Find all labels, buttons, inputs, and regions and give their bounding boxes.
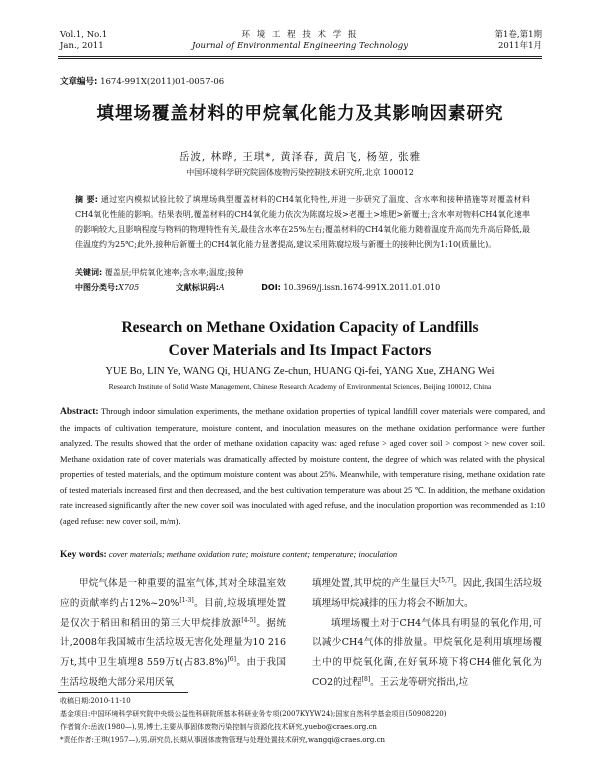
- chinese-keywords-label: 关键词:: [75, 268, 103, 277]
- english-authors: YUE Bo, LIN Ye, WANG Qi, HUANG Ze-chun, HUANG Qi-fei, YANG Xue, ZHANG Wei: [105, 366, 495, 377]
- body-paragraph: 甲烷气体是一种重要的温室气体,其对全球温室效应的贡献率约占12%~20%[1-3]。目前,垃圾填埋处置是仅次于稻田和稻田的第三大甲烷排放源[4-5]。据统计,2008年我国城市生活垃圾无害化处理量为10 216万t,其中卫生填埋8 559万t(占83.8%)[6]。由于我国生活垃圾绝大部分采用厌氧: [60, 578, 286, 688]
- footnote-rule: [58, 692, 188, 693]
- footnote-author: 作者简介:岳波(1980—),男,博士,主要从事固体废物污染控制与资源化技术研究,yuebo@craes.org.cn: [60, 723, 377, 731]
- english-abstract: [60, 404, 545, 529]
- english-title: [0, 316, 600, 362]
- english-title-line-2: Cover Materials and Its Impact Factors: [168, 342, 432, 359]
- header-date-en: Jan., 2011: [60, 41, 104, 51]
- chinese-title: 填埋场覆盖材料的甲烷氧化能力及其影响因素研究: [96, 104, 504, 124]
- body-column-left: [60, 574, 286, 693]
- header-journal-en: Journal of Environmental Engineering Technology: [191, 41, 409, 51]
- footnote-corresponding: *责任作者:王琪(1957—),男,研究员,长期从事固体废物管理与处理处置技术研究,wangqi@craes.org.cn: [60, 736, 386, 744]
- english-title-line-1: Research on Methane Oxidation Capacity of Landfills: [121, 319, 479, 336]
- header-rule-thin: [58, 58, 542, 59]
- chinese-keywords-text: 覆盖层;甲烷氧化速率;含水率;温度;接种: [104, 268, 244, 277]
- chinese-affiliation: 中国环境科学研究院固体废物污染控制技术研究所,北京 100012: [186, 168, 414, 177]
- article-number: [60, 75, 224, 87]
- footnotes: [60, 695, 550, 747]
- article-number-label: 文章编号:: [60, 77, 98, 87]
- classification-line: [75, 282, 545, 293]
- body-column-right: [312, 574, 542, 693]
- footnote-fund: 基金项目:中国环境科学研究院中央级公益性科研院所基本科研业务专项(2007KYYW24);国家自然科学基金项目(50908220): [60, 710, 447, 718]
- citation: [5,7]: [438, 576, 454, 584]
- english-affiliation: Research Institute of Solid Waste Management, Chinese Research Academy of Environmental Sciences, Beijing 100012, China: [108, 382, 492, 391]
- chinese-abstract-label: 摘 要:: [75, 195, 98, 204]
- header-volume: Vol.1, No.1: [60, 30, 108, 40]
- english-abstract-text: Through indoor simulation experiments, the methane oxidation properties of typical landfill cover materials were compared, and the impacts of cultivation temperature, moisture content, and inoculation measures on the methane oxidation performance were further analyzed. The results showed that the order of methane oxidation capacity was: aged refuse > aged cover soil > compost > new cover soil. Methane oxidation rate of cover materials was dramatically affected by moisture content, the degree of which was related with the physical properties of tested materials, and the optimum moisture content was about 25%. Meanwhile, with temperature rising, methane oxidation rate of tested materials increased first and then decreased, and the best cultivation temperature was about 25 ℃. In addition, the methane oxidation rate increased significantly after the new cover soil was inoculated with aged refuse, and the inoculation proportion was recommended as 1:10 (aged refuse: new cover soil, m/m).: [60, 406, 545, 526]
- citation: [1-3]: [179, 596, 194, 604]
- citation: [4-5]: [241, 616, 256, 624]
- citation: [6]: [227, 656, 236, 664]
- article-number-value: 1674-991X(2011)01-0057-06: [100, 77, 225, 87]
- document-code: 文献标识码:A: [175, 283, 225, 292]
- english-keywords-label: Key words:: [60, 550, 107, 560]
- english-keywords-text: cover materials; methane oxidation rate; moisture content; temperature; inoculation: [108, 549, 398, 559]
- english-keywords: [60, 549, 550, 560]
- header-date-cn: 2011年1月: [497, 41, 542, 51]
- body-paragraph: 填埋处置,其甲烷的产生量巨大[5,7]。因此,我国生活垃圾填埋场甲烷减排的压力将会不断加大。: [312, 576, 542, 609]
- header-issue-cn: 第1卷,第1期: [494, 30, 542, 40]
- doi: DOI: 10.3969/j.issn.1674-991X.2011.01.010: [261, 283, 441, 292]
- header-journal-cn: 环 境 工 程 技 术 学 报: [241, 30, 359, 40]
- footnote-received: 收稿日期:2010-11-10: [60, 697, 131, 705]
- chinese-abstract: [75, 192, 530, 252]
- body-paragraph: 填埋场覆土对于CH4气体具有明显的氧化作用,可以减少CH4气体的排放量。甲烷氧化是利用填埋场覆土中的甲烷氧化菌,在好氧环境下将CH4催化氧化为CO2的过程[8]。王云龙等研究指出,垃: [312, 617, 542, 688]
- chinese-abstract-text: 通过室内模拟试验比较了填埋场典型覆盖材料的CH4氧化特性,并进一步研究了温度、含水率和接种措施等对覆盖材料CH4氧化性能的影响。结果表明,覆盖材料的CH4氧化能力依次为陈腐垃圾>老覆土>堆肥>新覆土;含水率对物料CH4氧化速率的影响较大,且影响程度与物料的物理特性有关,最佳含水率在25%左右;覆盖材料的CH4氧化能力随着温度升高而先升高后降低,最佳温度约为25℃;此外,接种后新覆土的CH4氧化能力显著提高,建议采用陈腐垃圾与新覆土的接种比例为1:10(质量比)。: [75, 195, 531, 249]
- clc-number: 中图分类号:X705: [75, 283, 140, 292]
- chinese-authors: 岳波, 林晔, 王琪*, 黄泽春, 黄启飞, 杨堃, 张雅: [178, 151, 422, 163]
- chinese-keywords: [75, 267, 535, 278]
- english-abstract-label: Abstract:: [60, 407, 99, 417]
- header-issue-info: [494, 30, 542, 52]
- header-rule: [58, 56, 542, 57]
- citation: [8]: [361, 675, 371, 683]
